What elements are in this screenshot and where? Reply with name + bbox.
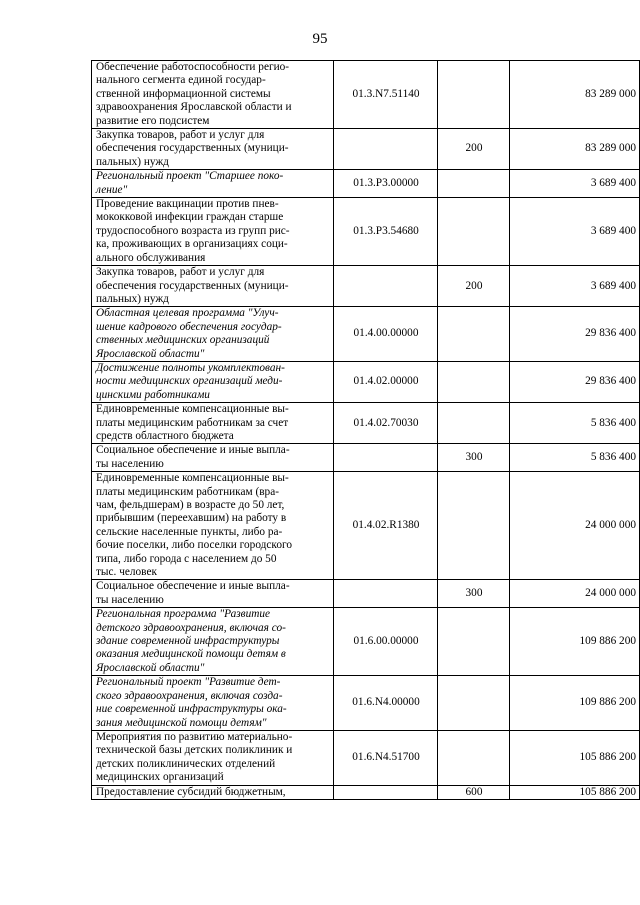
row-amount-cell: 83 289 000 bbox=[510, 61, 640, 129]
row-code-cell: 01.3.P3.00000 bbox=[334, 170, 438, 198]
row-expense-type-cell bbox=[438, 730, 510, 785]
table-row bbox=[92, 198, 640, 266]
row-name-cell: Региональный проект "Развитие дет- ского здравоохранения, включая созда- ние современной инфраструктуры ока- зания медицинской помощи детям" bbox=[92, 676, 334, 731]
table-row bbox=[92, 361, 640, 402]
budget-table bbox=[91, 60, 640, 800]
budget-table-body bbox=[92, 61, 640, 800]
row-name-cell: Единовременные компенсационные вы- платы медицинским работникам за счет средств областного бюджета bbox=[92, 403, 334, 444]
row-expense-type-cell bbox=[438, 403, 510, 444]
row-amount-cell: 24 000 000 bbox=[510, 472, 640, 580]
table-row bbox=[92, 785, 640, 799]
row-name-cell: Региональная программа "Развитие детского здравоохранения, включая со- здание современной инфраструктуры оказания медицинской помощи детям в Ярославской области" bbox=[92, 608, 334, 676]
row-amount-cell: 29 836 400 bbox=[510, 361, 640, 402]
row-name-cell: Проведение вакцинации против пнев- мококковой инфекции граждан старше трудоспособного возраста из групп рис- ка, проживающих в организациях соци- ального обслуживания bbox=[92, 198, 334, 266]
table-row bbox=[92, 129, 640, 170]
table-row bbox=[92, 730, 640, 785]
row-amount-cell: 3 689 400 bbox=[510, 198, 640, 266]
row-name-cell: Единовременные компенсационные вы- платы медицинским работникам (вра- чам, фельдшерам) в возрасте до 50 лет, прибывшим (переехавшим) на работу в сельские населенные пункты, либо ра- бочие поселки, либо поселки городского типа, либо города с населением до 50 тыс. человек bbox=[92, 472, 334, 580]
row-code-cell: 01.4.02.00000 bbox=[334, 361, 438, 402]
row-expense-type-cell bbox=[438, 472, 510, 580]
row-code-cell bbox=[334, 580, 438, 608]
row-name-cell: Социальное обеспечение и иные выпла- ты населению bbox=[92, 444, 334, 472]
row-expense-type-cell bbox=[438, 676, 510, 731]
row-expense-type-cell bbox=[438, 61, 510, 129]
row-name-cell: Региональный проект "Старшее поко- ление" bbox=[92, 170, 334, 198]
row-code-cell: 01.4.02.R1380 bbox=[334, 472, 438, 580]
table-row bbox=[92, 608, 640, 676]
row-expense-type-cell bbox=[438, 307, 510, 362]
table-row bbox=[92, 403, 640, 444]
row-expense-type-cell bbox=[438, 361, 510, 402]
row-code-cell bbox=[334, 785, 438, 799]
row-name-cell: Областная целевая программа "Улуч- шение кадрового обеспечения государ- ственных медицинских организаций Ярославской области" bbox=[92, 307, 334, 362]
row-name-cell: Закупка товаров, работ и услуг для обеспечения государственных (муници- пальных) нужд bbox=[92, 129, 334, 170]
table-row bbox=[92, 580, 640, 608]
row-name-cell: Мероприятия по развитию материально- технической базы детских поликлиник и детских поликлинических отделений медицинских организаций bbox=[92, 730, 334, 785]
row-amount-cell: 29 836 400 bbox=[510, 307, 640, 362]
row-code-cell bbox=[334, 444, 438, 472]
row-code-cell: 01.4.02.70030 bbox=[334, 403, 438, 444]
row-amount-cell: 3 689 400 bbox=[510, 266, 640, 307]
row-expense-type-cell bbox=[438, 198, 510, 266]
table-row bbox=[92, 444, 640, 472]
row-code-cell: 01.6.N4.51700 bbox=[334, 730, 438, 785]
row-amount-cell: 5 836 400 bbox=[510, 444, 640, 472]
row-expense-type-cell: 200 bbox=[438, 266, 510, 307]
row-amount-cell: 24 000 000 bbox=[510, 580, 640, 608]
table-row bbox=[92, 61, 640, 129]
row-name-cell: Социальное обеспечение и иные выпла- ты населению bbox=[92, 580, 334, 608]
row-expense-type-cell: 200 bbox=[438, 129, 510, 170]
row-expense-type-cell: 300 bbox=[438, 580, 510, 608]
table-row bbox=[92, 170, 640, 198]
table-row bbox=[92, 676, 640, 731]
row-code-cell: 01.3.N7.51140 bbox=[334, 61, 438, 129]
row-name-cell: Закупка товаров, работ и услуг для обеспечения государственных (муници- пальных) нужд bbox=[92, 266, 334, 307]
row-name-cell: Достижение полноты укомплектован- ности медицинских организаций меди- цинскими работниками bbox=[92, 361, 334, 402]
row-code-cell: 01.4.00.00000 bbox=[334, 307, 438, 362]
row-amount-cell: 83 289 000 bbox=[510, 129, 640, 170]
table-row bbox=[92, 307, 640, 362]
row-amount-cell: 5 836 400 bbox=[510, 403, 640, 444]
row-amount-cell: 105 886 200 bbox=[510, 730, 640, 785]
row-name-cell: Предоставление субсидий бюджетным, bbox=[92, 785, 334, 799]
row-expense-type-cell: 300 bbox=[438, 444, 510, 472]
row-amount-cell: 109 886 200 bbox=[510, 608, 640, 676]
page-number: 95 bbox=[312, 31, 328, 47]
row-name-cell: Обеспечение работоспособности регио- нального сегмента единой государ- ственной информационной системы здравоохранения Ярославской области и развитие его подсистем bbox=[92, 61, 334, 129]
row-expense-type-cell bbox=[438, 170, 510, 198]
row-amount-cell: 109 886 200 bbox=[510, 676, 640, 731]
table-row bbox=[92, 472, 640, 580]
row-expense-type-cell bbox=[438, 608, 510, 676]
row-code-cell: 01.3.P3.54680 bbox=[334, 198, 438, 266]
row-expense-type-cell: 600 bbox=[438, 785, 510, 799]
row-code-cell bbox=[334, 266, 438, 307]
row-amount-cell: 105 886 200 bbox=[510, 785, 640, 799]
table-row bbox=[92, 266, 640, 307]
row-code-cell: 01.6.N4.00000 bbox=[334, 676, 438, 731]
row-code-cell bbox=[334, 129, 438, 170]
row-code-cell: 01.6.00.00000 bbox=[334, 608, 438, 676]
row-amount-cell: 3 689 400 bbox=[510, 170, 640, 198]
